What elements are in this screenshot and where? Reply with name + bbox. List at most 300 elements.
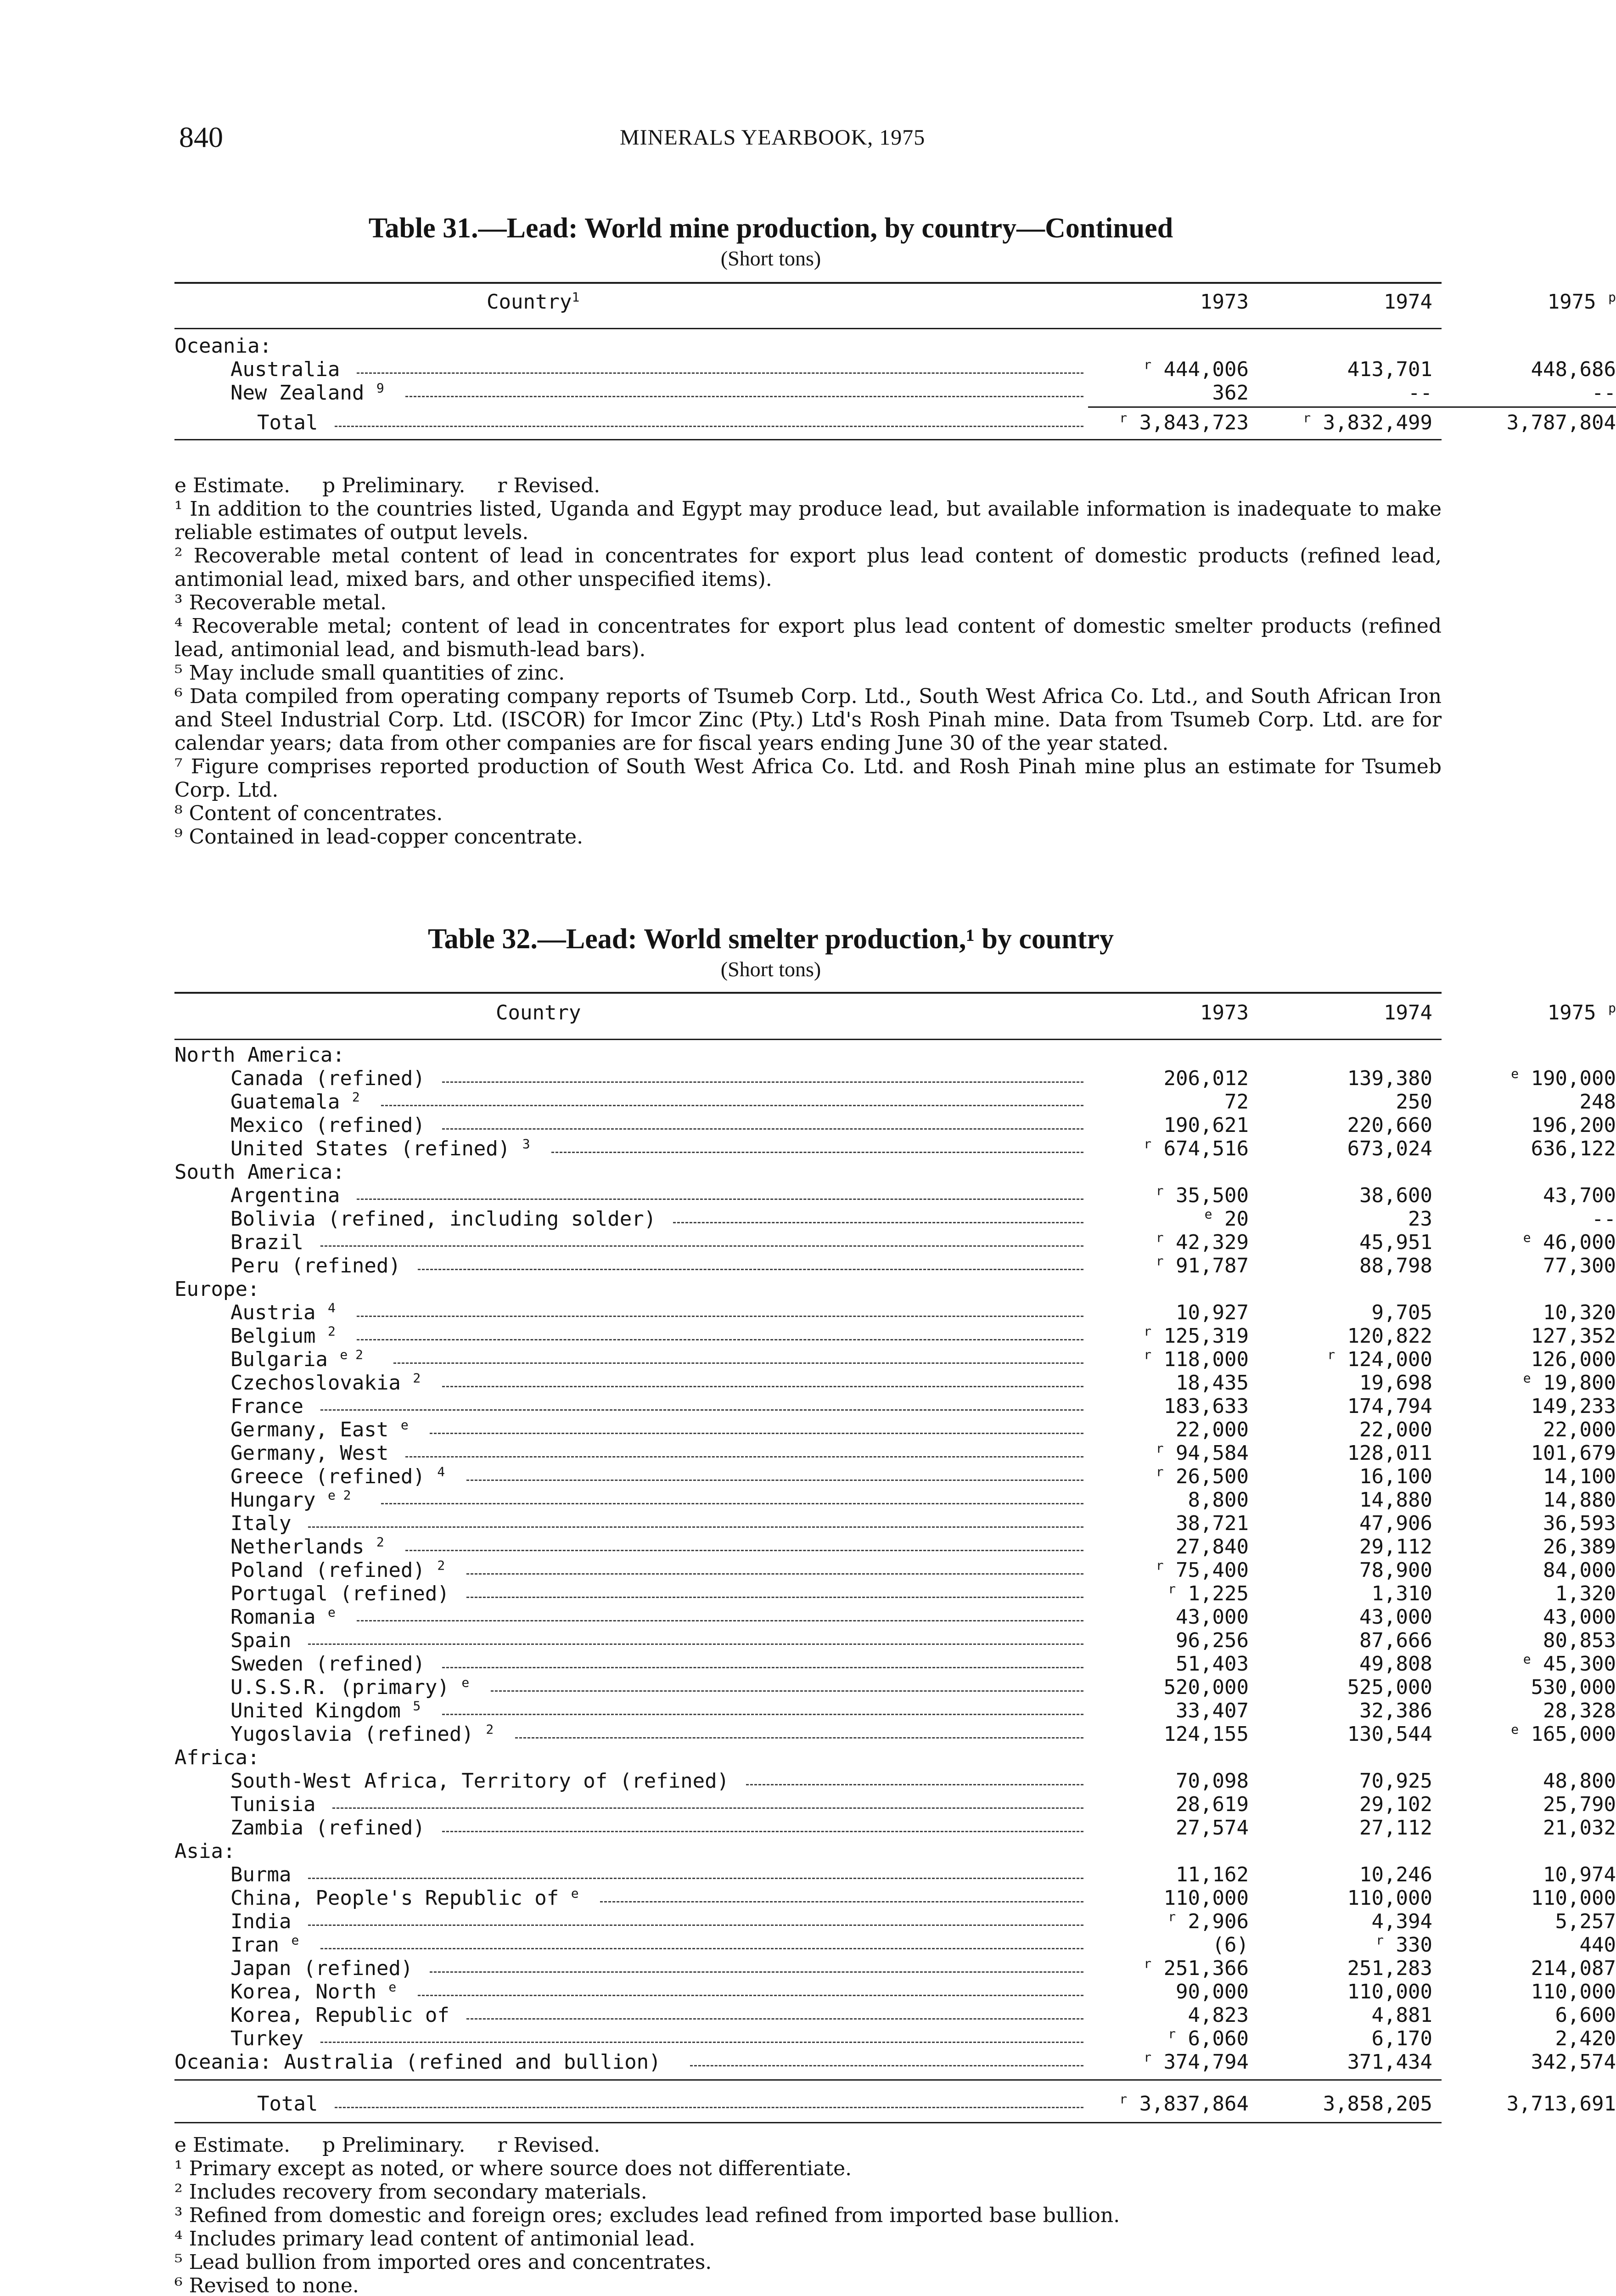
table32-row-note: 5 [413, 1698, 421, 1714]
table32-row-label-text: Spain [230, 1629, 292, 1652]
table31-footnote: ⁸ Content of concentrates. [174, 802, 443, 825]
table32-row-label [230, 1254, 401, 1277]
table31-footnote: ⁴ Recoverable metal; content of lead in concentrates for export plus lead content of domestic smelter products (refined lead, antimonial lead, and bismuth-lead bars). [174, 614, 1442, 661]
table32-cell-1973-text: 18,435 [1176, 1371, 1249, 1395]
table32-row-label-text: Belgium [230, 1324, 316, 1348]
table32-cell-1973-mark: r [1144, 1323, 1152, 1339]
table32-cell-1974-text: 110,000 [1347, 1980, 1432, 2003]
table32-cell-1975 [1313, 1512, 1616, 1535]
table32-row-label [230, 1676, 469, 1699]
table32-cell-1974-text: 87,666 [1359, 1629, 1432, 1652]
table32-cell-1975 [1313, 2003, 1616, 2027]
table32-row-label-text: South America: [174, 1160, 345, 1184]
table32-row-note: e [461, 1675, 470, 1690]
table31-cell-1975 [1313, 358, 1616, 381]
table32-cell-1975-text: 214,087 [1531, 1957, 1616, 1980]
table32-cell-1973-text: 91,787 [1176, 1254, 1249, 1277]
table32-row-label-text: Greece (refined) [230, 1465, 425, 1488]
table32-bottom-rule [174, 2122, 1442, 2123]
table32-cell-1973-text: 27,574 [1176, 1816, 1249, 1840]
table32-cell-1973-text: 10,927 [1176, 1301, 1249, 1324]
table31-title: Table 31.—Lead: World mine production, by country—Continued [368, 213, 1173, 244]
table32-cell-1973-text: 72 [1224, 1090, 1249, 1114]
table31-cell-1975 [1313, 381, 1616, 405]
table32-cell-1974-text: 371,434 [1347, 2050, 1432, 2074]
table32-row [174, 1487, 1616, 1512]
table32-cell-1974-text: 130,544 [1347, 1722, 1432, 1746]
table32-row [174, 1136, 1616, 1160]
table32-row-label [230, 1488, 351, 1512]
table32-cell-1975-text: 22,000 [1543, 1418, 1616, 1441]
table32-cell-1973-text: 118,000 [1163, 1348, 1249, 1371]
table32-cell-1973-text: 94,584 [1176, 1441, 1249, 1465]
table32-cell-1975-text: 5,257 [1555, 1910, 1616, 1933]
table32-row-label-text: Europe: [174, 1277, 260, 1301]
table31-footnote: ³ Recoverable metal. [174, 591, 387, 614]
table32-row-label [230, 1137, 530, 1160]
table32-row-label [230, 1371, 421, 1395]
table32-row [174, 1277, 1442, 1301]
table31-total-rule-line [1088, 406, 1616, 408]
table32-row-note: e [291, 1932, 299, 1948]
table32-row-note: e 2 [327, 1487, 351, 1503]
table32-footnote: ⁶ Revised to none. [174, 2274, 359, 2296]
table32-cell-1975-text: 149,233 [1531, 1395, 1616, 1418]
table32-cell-1974-text: 673,024 [1347, 1137, 1432, 1160]
table32-cell-1974-text: 3,858,205 [1323, 2092, 1432, 2116]
table31-cell-1975 [1313, 411, 1616, 434]
table32-cell-1974-text: 32,386 [1359, 1699, 1432, 1722]
table32-cell-1975 [1313, 1465, 1616, 1488]
table32-row [174, 1629, 1616, 1652]
table32-cell-1973-text: 33,407 [1176, 1699, 1249, 1722]
table32-row-label-text: India [230, 1910, 292, 1933]
table32-cell-1973-text: 51,403 [1176, 1652, 1249, 1676]
table32-cell-1974-text: 49,808 [1359, 1652, 1432, 1676]
table32-row-note: 4 [437, 1464, 445, 1480]
table32-cell-1975-text: 10,974 [1543, 1863, 1616, 1886]
table32-row [174, 1417, 1616, 1441]
table32-row [174, 1885, 1616, 1910]
table32-row-label-text: Czechoslovakia [230, 1371, 401, 1395]
table32-cell-1975 [1313, 1114, 1616, 1137]
table32-row-label [174, 2050, 661, 2074]
table32-row-label [174, 1277, 259, 1301]
table32-cell-1973-text: 183,633 [1163, 1395, 1249, 1418]
table32-cell-1975 [1313, 1395, 1616, 1418]
table32-row-label-text: Africa: [174, 1746, 260, 1769]
table32-cell-1975 [1313, 1629, 1616, 1652]
table32-cell-1974-text: 128,011 [1347, 1441, 1432, 1465]
table32-row-label-text: Yugoslavia (refined) [230, 1722, 474, 1746]
table32-row-label-text: United Kingdom [230, 1699, 401, 1722]
table32-row-label [230, 1301, 336, 1324]
table32-cell-1974-text: 10,246 [1359, 1863, 1432, 1886]
table32-row [174, 1979, 1616, 2003]
table31-footnote: ⁷ Figure comprises reported production of South West Africa Co. Ltd. and Rosh Pinah mine plus an estimate for Tsumeb Corp. Ltd. [174, 755, 1442, 802]
table32-cell-1975-text: 110,000 [1531, 1980, 1616, 2003]
table32-cell-1973-text: 8,800 [1188, 1488, 1249, 1512]
table32-row [174, 1956, 1616, 1980]
table32-cell-1975 [1313, 2050, 1616, 2074]
table32-cell-1973-text: 28,619 [1176, 1793, 1249, 1816]
table32-cell-1973-mark: r [1144, 1347, 1152, 1362]
table32-cell-1975-text: 84,000 [1543, 1559, 1616, 1582]
table32-row-label [174, 1043, 345, 1067]
table32-cell-1974-text: 19,698 [1359, 1371, 1432, 1395]
table32-cell-1975 [1313, 1980, 1616, 2003]
table32-row-label [230, 1933, 299, 1957]
table32-row-label [230, 1699, 421, 1722]
table32-footnote: ⁴ Includes primary lead content of antimonial lead. [174, 2227, 696, 2251]
table32-cell-1973-text: 27,840 [1176, 1535, 1249, 1559]
table32-row-label [230, 1441, 388, 1465]
table32-cell-1975-text: 21,032 [1543, 1816, 1616, 1840]
table31-bottom-rule [174, 439, 1442, 440]
table31-row [174, 410, 1616, 434]
table32-row-note: e 2 [340, 1347, 363, 1362]
book-title: MINERALS YEARBOOK, 1975 [620, 125, 926, 150]
table32-body [174, 1043, 1616, 2123]
table32-row-label [230, 2027, 303, 2050]
table32-cell-1975 [1313, 1886, 1616, 1910]
table31-header-row [174, 289, 1616, 318]
table32-cell-1973-text: 374,794 [1163, 2050, 1249, 2074]
table32-header-row [174, 1000, 1616, 1029]
table32-row [174, 1323, 1616, 1348]
table32-cell-1973-text: 1,225 [1188, 1582, 1249, 1605]
table32-row-label [230, 1114, 425, 1137]
table32-footnote: ³ Refined from domestic and foreign ores; excludes lead refined from imported base bullion. [174, 2204, 1120, 2227]
table32-cell-1973-text: 206,012 [1163, 1067, 1249, 1090]
table32-row-label-text: Netherlands [230, 1535, 365, 1559]
table31-header-rule [174, 328, 1442, 329]
table32-row-label [230, 1559, 445, 1582]
table32-cell-1975-mark: e [1511, 1066, 1519, 1081]
table32-cell-1975 [1313, 1184, 1616, 1207]
table32-cell-1975 [1313, 1301, 1616, 1324]
table32-cell-1975-text: 3,713,691 [1506, 2092, 1616, 2116]
table32-cell-1973-text: 43,000 [1176, 1605, 1249, 1629]
table32-cell-1974-text: 43,000 [1359, 1605, 1432, 1629]
table32-row-label-text: Turkey [230, 2027, 303, 2050]
table32-row-label-text: Japan (refined) [230, 1957, 413, 1980]
table31-footnote: ² Recoverable metal content of lead in concentrates for export plus lead content of domestic products (refined lead, antimonial lead, mixed bars, and other unspecified items). [174, 544, 1442, 591]
table32-cell-1975-text: 28,328 [1543, 1699, 1616, 1722]
table32-row [174, 1534, 1616, 1559]
table31-footnotes [174, 474, 1442, 849]
table32-row-label [230, 1512, 291, 1535]
table32-row-label-text: Germany, West [230, 1441, 389, 1465]
table32-cell-1973-mark: r [1119, 2091, 1128, 2107]
table32-cell-1975 [1313, 1207, 1616, 1231]
table32-row [174, 1698, 1616, 1722]
table32-cell-1974-text: 6,170 [1371, 2027, 1432, 2050]
table32-cell-1973-text: 674,516 [1163, 1137, 1249, 1160]
table32-row [174, 1206, 1616, 1231]
table32-footnote: ² Includes recovery from secondary materials. [174, 2180, 647, 2204]
table32-cell-1974-text: 330 [1396, 1933, 1432, 1957]
table31-row [174, 334, 1442, 358]
table32-row-label [230, 1910, 291, 1933]
table32-row [174, 1370, 1616, 1395]
table31-row-label [230, 381, 384, 405]
table31-row [174, 380, 1616, 405]
table32-row [174, 1840, 1442, 1863]
table32-cell-1974-text: 78,900 [1359, 1559, 1432, 1582]
table31-row-label-text: Oceania: [174, 334, 272, 358]
table32-row [174, 1253, 1616, 1277]
table32-cell-1975 [1313, 2027, 1616, 2050]
table32-row-label [230, 1395, 303, 1418]
table32-cell-1973-text: (6) [1212, 1933, 1249, 1957]
table32-row [174, 1651, 1616, 1676]
table32-cell-1975 [1313, 1418, 1616, 1441]
table32-cell-1973-text: 520,000 [1163, 1676, 1249, 1699]
table32-row-label [230, 2003, 449, 2027]
table32-row [174, 1769, 1616, 1793]
table32-cell-1975-mark: e [1511, 1722, 1519, 1737]
table32-row-label-text: United States (refined) [230, 1137, 511, 1160]
table32-cell-1974-text: 27,112 [1359, 1816, 1432, 1840]
table32-row [174, 2026, 1616, 2050]
table32-cell-1973-mark: r [1156, 1558, 1164, 1573]
table32-row-label-text: Brazil [230, 1231, 303, 1254]
table32-row-label-text: Italy [230, 1512, 292, 1535]
table32-row-label-text: Germany, East [230, 1418, 389, 1441]
table32-cell-1975-text: 43,000 [1543, 1605, 1616, 1629]
table32-row [174, 1066, 1616, 1090]
table32-row-note: 2 [352, 1089, 360, 1105]
table32-cell-1974-text: 38,600 [1359, 1184, 1432, 1207]
table32-cell-1975 [1313, 1676, 1616, 1699]
table31-row-label-text: Total [257, 411, 318, 434]
table31-header-1975: 1975 $^p$ [1547, 289, 1616, 314]
table31-header-1973: 1973 [1200, 290, 1249, 314]
table32-row-note: 2 [486, 1722, 494, 1737]
table32-cell-1975-text: 196,200 [1531, 1114, 1616, 1137]
table32-row [174, 1114, 1616, 1137]
table32-row [174, 1183, 1616, 1207]
table32-cell-1975-text: 25,790 [1543, 1793, 1616, 1816]
table32-row-label [174, 1160, 345, 1184]
table31-row-label [174, 334, 272, 358]
table31-footnote: ¹ In addition to the countries listed, Uganda and Egypt may produce lead, but available information is inadequate to make reliable estimates of output levels. [174, 497, 1442, 544]
table31-keys: e Estimate. p Preliminary. r Revised. [174, 474, 600, 497]
table32-cell-1973-text: 11,162 [1176, 1863, 1249, 1886]
table32-row-label [230, 1652, 425, 1676]
table32-cell-1975-text: 2,420 [1555, 2027, 1616, 2050]
table32-cell-1975 [1313, 1137, 1616, 1160]
table32-row [174, 1909, 1616, 1933]
table32-row-label [230, 1207, 656, 1231]
table32-cell-1973-text: 96,256 [1176, 1629, 1249, 1652]
table32-cell-1974-text: 525,000 [1347, 1676, 1432, 1699]
table32-cell-1975-text: 26,389 [1543, 1535, 1616, 1559]
table32-cell-1974-text: 9,705 [1371, 1301, 1432, 1324]
table32-cell-1973-mark: r [1156, 1183, 1164, 1199]
table32-cell-1973-mark: r [1168, 1909, 1176, 1925]
table32-row-label-text: Bolivia (refined, including solder) [230, 1207, 656, 1231]
table32-header-rule [174, 1039, 1442, 1040]
table32-cell-1975-text: 19,800 [1543, 1371, 1616, 1395]
table32-cell-1975 [1313, 1910, 1616, 1933]
table32-cell-1974-text: 16,100 [1359, 1465, 1432, 1488]
table32-cell-1974-text: 23 [1408, 1207, 1432, 1231]
table32-row-note: e [571, 1885, 579, 1901]
table32-row-label-text: Romania [230, 1605, 316, 1629]
table32-row-note: 2 [376, 1534, 384, 1550]
table32-row-label-text: Iran [230, 1933, 279, 1957]
table32-cell-1973-text: 110,000 [1163, 1886, 1249, 1910]
table32-row [174, 1230, 1616, 1254]
table32-cell-1975-text: 248 [1579, 1090, 1616, 1114]
table32-cell-1974-text: 29,102 [1359, 1793, 1432, 1816]
table32-cell-1974-text: 1,310 [1371, 1582, 1432, 1605]
table32-row-note: e [400, 1417, 409, 1433]
table32-cell-1975 [1313, 1324, 1616, 1348]
table32-cell-1973-mark: r [1156, 1230, 1164, 1245]
table32-row-label [230, 1418, 409, 1441]
table31-cell-1974-text: -- [1408, 381, 1432, 405]
table32-cell-1975-text: 342,574 [1531, 2050, 1616, 2074]
table32-keys: e Estimate. p Preliminary. r Revised. [174, 2133, 600, 2157]
table32-row-label [230, 1886, 579, 1910]
table32-cell-1975-text: 36,593 [1543, 1512, 1616, 1535]
table32-cell-1973-text: 26,500 [1176, 1465, 1249, 1488]
table32-cell-1973-text: 35,500 [1176, 1184, 1249, 1207]
table32-row [174, 1793, 1616, 1816]
table32-row-label [230, 1722, 494, 1746]
table32-cell-1973-text: 124,155 [1163, 1722, 1249, 1746]
table32-row [174, 1932, 1616, 1957]
table32-cell-1975-text: 440 [1579, 1933, 1616, 1957]
table31-row-label-text: Australia [230, 358, 340, 381]
table32-cell-1974-text: 45,951 [1359, 1231, 1432, 1254]
table32-cell-1975 [1313, 1067, 1616, 1090]
table32-footnotes [174, 2133, 1442, 2296]
table32-row [174, 1160, 1442, 1184]
table32-row-label-text: Burma [230, 1863, 292, 1886]
table32-cell-1973-text: 38,721 [1176, 1512, 1249, 1535]
table32-row [174, 1558, 1616, 1582]
table31-total-rule [174, 405, 1442, 411]
table32-cell-1975 [1313, 1582, 1616, 1605]
table32-cell-1973-text: 90,000 [1176, 1980, 1249, 2003]
table32-row-label-text: South-West Africa, Territory of (refined) [230, 1769, 729, 1793]
table31-footnote: ⁹ Contained in lead-copper concentrate. [174, 825, 584, 849]
table32-cell-1975-text: 165,000 [1531, 1722, 1616, 1746]
table32-cell-1975-text: 636,122 [1531, 1137, 1616, 1160]
table32-row-label-text: Peru (refined) [230, 1254, 401, 1277]
table32-row-label [230, 1184, 340, 1207]
table32-row-label [230, 1793, 315, 1816]
table32-cell-1975-text: 77,300 [1543, 1254, 1616, 1277]
table32-cell-1975-text: 45,300 [1543, 1652, 1616, 1676]
table32-cell-1975-text: 10,320 [1543, 1301, 1616, 1324]
table32-cell-1974-text: 110,000 [1347, 1886, 1432, 1910]
table31-header-country: Country$^1$ [487, 289, 580, 314]
table32-row-label-text: Austria [230, 1301, 316, 1324]
table32-row [174, 1675, 1616, 1699]
table32-cell-1975 [1313, 1722, 1616, 1746]
table32-cell-1975 [1313, 1254, 1616, 1277]
table32-cell-1975 [1313, 1090, 1616, 1114]
table31-row [174, 357, 1616, 381]
table32-row-label [230, 1957, 413, 1980]
page-number: 840 [179, 121, 223, 153]
table32-row-label-text: Korea, North [230, 1980, 376, 2003]
table32-cell-1975-text: 190,000 [1531, 1067, 1616, 1090]
table32-row-note: 2 [413, 1370, 421, 1386]
table32-row [174, 1863, 1616, 1886]
table32-cell-1974-text: 4,394 [1371, 1910, 1432, 1933]
table32-row-label-text: Mexico (refined) [230, 1114, 425, 1137]
table32-cell-1975-text: 1,320 [1555, 1582, 1616, 1605]
table32-row [174, 1604, 1616, 1629]
table32-cell-1973-text: 4,823 [1188, 2003, 1249, 2027]
table32-row-label-text: Asia: [174, 1840, 236, 1863]
table32-cell-1973-text: 75,400 [1176, 1559, 1249, 1582]
table31-cell-1974-text: 413,701 [1347, 358, 1432, 381]
table32-row [174, 1816, 1616, 1840]
table32-cell-1975-text: 80,853 [1543, 1629, 1616, 1652]
table32-row-label [230, 1863, 291, 1886]
table32-row-label-text: Portugal (refined) [230, 1582, 449, 1605]
table32-row-label-text: Poland (refined) [230, 1559, 425, 1582]
table32-row-label [230, 1629, 291, 1652]
table32-cell-1975-mark: e [1523, 1370, 1531, 1386]
table32-cell-1975-text: 43,700 [1543, 1184, 1616, 1207]
table32-row [174, 1300, 1616, 1324]
table32-cell-1974-mark: r [1327, 1347, 1335, 1362]
table31-subtitle: (Short tons) [720, 247, 821, 270]
table32-cell-1975 [1313, 1488, 1616, 1512]
table31-header-1974: 1974 [1384, 290, 1432, 314]
table32-row-label [230, 1769, 729, 1793]
table32-cell-1973-text: 6,060 [1188, 2027, 1249, 2050]
table32-cell-1974-mark: r [1376, 1932, 1384, 1948]
table32-total-rule [174, 2074, 1442, 2092]
table31-cell-1973-text: 444,006 [1163, 358, 1249, 381]
table31-cell-1973-text: 3,843,723 [1139, 411, 1249, 434]
table32-row-label [230, 1980, 396, 2003]
table32-row-label [230, 1816, 425, 1840]
table32-row-label-text: U.S.S.R. (primary) [230, 1676, 449, 1699]
table32-cell-1975-text: 126,000 [1531, 1348, 1616, 1371]
table32-row [174, 1395, 1616, 1418]
table32-row-note: 2 [437, 1558, 445, 1573]
table32-cell-1975-text: 110,000 [1531, 1886, 1616, 1910]
table32-row-label [230, 1090, 360, 1114]
table32-top-rule [174, 992, 1442, 994]
table32-cell-1975-text: 101,679 [1531, 1441, 1616, 1465]
table32-row-label-text: Sweden (refined) [230, 1652, 425, 1676]
table32-cell-1975 [1313, 1816, 1616, 1840]
table31-cell-1974-text: 3,832,499 [1323, 411, 1432, 434]
table32-row [174, 2003, 1616, 2027]
table32-header-1975: 1975 $^p$ [1547, 1000, 1616, 1024]
table31-cell-1973-mark: r [1119, 410, 1128, 426]
table32-title: Table 32.—Lead: World smelter production,¹ by country [427, 923, 1114, 955]
table32-row-label-text: Canada (refined) [230, 1067, 425, 1090]
table31-cell-1973-text: 362 [1212, 381, 1249, 405]
table31-row-label-text: New Zealand [230, 381, 365, 405]
table32-row-note: 4 [327, 1300, 336, 1316]
table32-cell-1973-mark: r [1144, 1136, 1152, 1152]
table32-footnote: ⁵ Lead bullion from imported ores and concentrates. [174, 2251, 712, 2274]
table32-cell-1974-text: 29,112 [1359, 1535, 1432, 1559]
